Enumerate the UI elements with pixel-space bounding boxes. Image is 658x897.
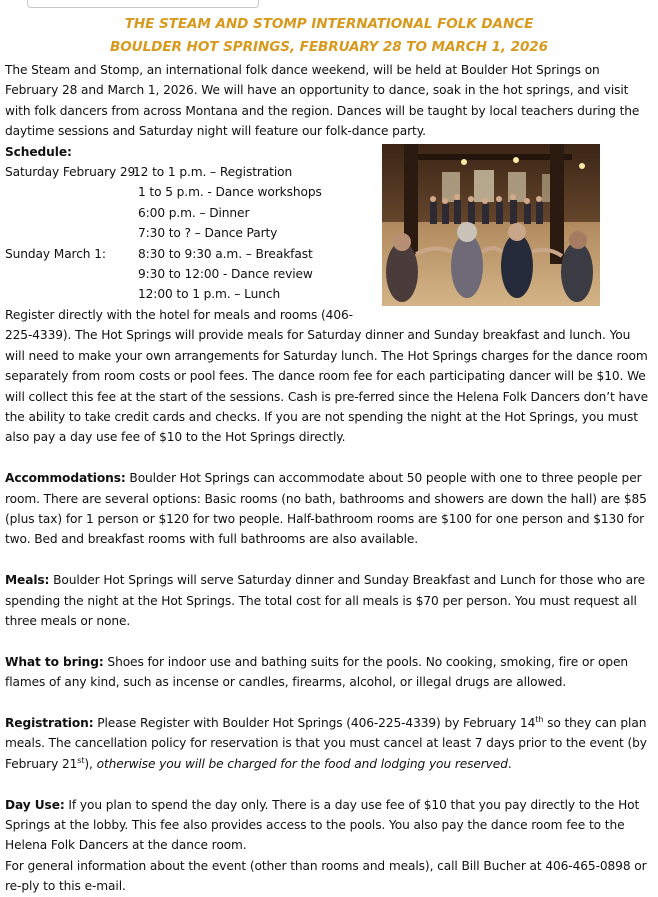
schedule-row: 9:30 to 12:00 - Dance review [138,267,313,282]
intro-paragraph: The Steam and Stomp, an international folk dance weekend, will be held at Boulder Hot Springs on February 28 and March 1, 2026. We will have an opportunity to dance, soak in the hot springs, and visit with folk dancers from across Montana and the region. Dances will be taught by local teachers during the daytime sessions and Saturday night will feature our folk-dance party. [5,63,640,139]
schedule-row: 7:30 to ? – Dance Party [138,226,278,241]
contact-paragraph: For general information about the event (other than rooms and meals), call Bill Bucher at 406-465-0898 or re-ply to this e-mail. [5,858,647,894]
schedule-row: 6:00 p.m. – Dinner [138,205,250,220]
dance-photo-image [382,144,600,306]
meals-paragraph: Meals: Boulder Hot Springs will serve Saturday dinner and Sunday Breakfast and Lunch for those who are spending the night at the Hot Springs. The total cost for all meals is $70 per person. You must request all three meals or none. [5,573,646,628]
schedule-row: 12:00 to 1 p.m. – Lunch [138,287,281,302]
event-title: THE STEAM AND STOMP INTERNATIONAL FOLK DANCE [124,16,534,32]
accommodations-paragraph: Accommodations: Boulder Hot Springs can accommodate about 50 people with one to three people per room. There are several options: Basic rooms (no bath, bathrooms and showers are down the hall) are $85 (plus tax) for 1 person or $120 for two people. Half-bathroom rooms are $100 for one person and $130 for two. Bed and breakfast rooms with full bathrooms are also available. [5,471,647,547]
event-subtitle: BOULDER HOT SPRINGS, FEBRUARY 28 TO MARCH 1, 2026 [109,39,549,55]
schedule-row: Saturday February 29:12 to 1 p.m. – Registration [5,165,293,180]
schedule-heading: Schedule: [5,144,72,159]
schedule-row: 1 to 5 p.m. - Dance workshops [138,185,322,200]
top-tab-frame [27,0,259,8]
what-to-bring-paragraph: What to bring: Shoes for indoor use and bathing suits for the pools. No cooking, smoking, fire or open flames of any kind, such as incense or candles, firearms, alcohol, or illegal drugs are allowed. [5,654,629,690]
day-use-paragraph: Day Use: If you plan to spend the day only. There is a day use fee of $10 that you pay directly to the Hot Springs at the lobby. This fee also provides access to the pools. You also pay the dance room fee to the Helena Folk Dancers at the dance room. [5,797,640,853]
registration-paragraph: Registration: Please Register with Boulder Hot Springs (406-225-4339) by February 14th so they can plan meals. The cancellation policy for reservation is that you must cancel at least 7 days prior to the event (by February 21st), otherwise you will be charged for the food and lodging you reserved. [5,714,647,771]
schedule-row: Sunday March 1: 8:30 to 9:30 a.m. – Breakfast [5,246,313,261]
document-body [5,60,652,897]
register-paragraph: Register directly with the hotel for meals and rooms (406-225-4339). The Hot Springs will provide meals for Saturday dinner and Sunday breakfast and lunch. You will need to make your own arrangements for Saturday lunch. The Hot Springs charges for the dance room separately from room costs or pool fees. The dance room fee for each participating dancer will be $10. We will collect this fee at the start of the sessions. Cash is pre-ferred since the Helena Folk Dancers don’t have the ability to take credit cards and checks. If you are not spending the night at the Hot Springs, you must also pay a day use fee of $10 to the Hot Springs directly. [5,307,648,445]
dance-photo [382,144,600,306]
